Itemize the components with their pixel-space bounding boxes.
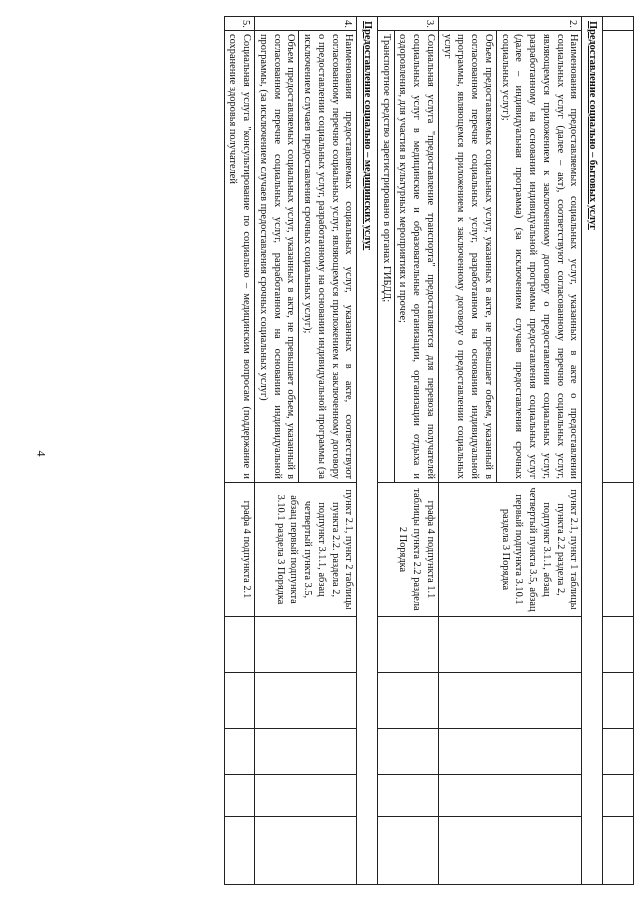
requirement-text: Наименования предоставляемых социальных услуг, указанных в акте, соответствуют согласованному перечню социальных услуг, являющемуся приложением к заключенному договору о предоставлении социальных услуг, разработанному на основании индивидуальной программы (за исключением случаев предоставления срочных социальных услуг); [299, 31, 357, 483]
requirement-text: Транспортное средство зарегистрировано в органах ГИБДД; [377, 31, 394, 483]
answer-cell [224, 617, 254, 673]
answer-cell [224, 729, 254, 775]
section-heading-medical: Предоставление социально – медицинских услуг [357, 17, 378, 885]
page-number: 4 [34, 450, 49, 457]
legal-reference: графа 4 подпункта 1.1 таблицы пункта 2.2 раздела 2 Порядка [377, 483, 438, 617]
requirement-text: Социальная услуга "консультирование по социально – медицинским вопросам (поддержание и сохранение здоровья получателей [224, 31, 254, 483]
header-cell [603, 31, 634, 483]
answer-cell [377, 729, 438, 775]
row-number: 3. [377, 17, 438, 31]
answer-cell [224, 673, 254, 729]
requirement-text: Объем предоставляемых социальных услуг, указанных в акте, не превышает объем, указанный в согласованном перечне социальных услуг, разработанном на основании индивидуальной программы, являющемся приложением к заключенному договору о предоставлении социальных услуг [438, 31, 496, 483]
header-cell [603, 729, 634, 775]
answer-cell [377, 817, 438, 885]
section-heading-domestic: Предоставление социально – бытовых услуг [582, 17, 603, 885]
answer-cell [377, 775, 438, 817]
answer-cell [224, 817, 254, 885]
legal-reference: пункт 2.1, пункт 1 таблицы пункта 2.2 раздела 2, подпункт 3.1.1, абзац четвертый пункта 3.5, абзац первый подпункта 3.10.1 раздела 3 Порядка [438, 483, 581, 617]
answer-cell [255, 673, 357, 729]
row-number: 2. [438, 17, 581, 31]
answer-cell [438, 775, 581, 817]
row-number: 4. [255, 17, 357, 31]
legal-reference [255, 483, 357, 617]
section-row [582, 17, 603, 885]
requirement-text: Объем предоставляемых социальных услуг, указанных в акте, не превышает объем, указанный в согласованном перечне социальных услуг, разработанном на основании индивидуальной программы, (за исключением случаев предоставления срочных социальных услуг) [255, 31, 299, 483]
header-cell [603, 817, 634, 885]
table-row [496, 17, 581, 885]
header-cell [603, 617, 634, 673]
answer-cell [377, 673, 438, 729]
table-row [224, 17, 254, 885]
header-cell [603, 483, 634, 617]
requirement-text: Наименования предоставляемых социальных услуг, указанных в акте о предоставлении социальных услуг (далее – акт), соответствуют согласованному перечню социальных услуг, являющемуся приложением к заключенному договору о предоставлении социальных услуг, разработанному на основании индивидуальной программы предоставления социальных услуг (далее – индивидуальная программа) (за исключением случаев предоставления срочных социальных услуг); [496, 31, 581, 483]
answer-cell [438, 617, 581, 673]
inspection-checklist-table [224, 16, 634, 885]
table-row [394, 17, 438, 885]
table-row [299, 17, 357, 885]
header-cell [603, 17, 634, 31]
answer-cell [377, 617, 438, 673]
answer-cell [224, 775, 254, 817]
requirement-text: Социальная услуга "предоставление транспорта" предоставляется для перевоза получателей социальных услуг в медицинские и образовательные организации, организации отдыха и оздоровления, для участия в культурных мероприятиях и прочее; [394, 31, 438, 483]
answer-cell [255, 617, 357, 673]
answer-cell [255, 775, 357, 817]
answer-cell [255, 817, 357, 885]
table-header-row [603, 17, 634, 885]
header-cell [603, 775, 634, 817]
row-number: 5. [224, 17, 254, 31]
header-cell [603, 673, 634, 729]
legal-reference-part: пункт 2.1, пункт 2 таблицы пункта 2.2. раздела 2, подпункт 3.1.1, абзац четвертый пункта 3.5, [302, 489, 355, 610]
answer-cell [438, 817, 581, 885]
answer-cell [255, 729, 357, 775]
legal-reference-part: абзац первый подпункта 3.10.1 раздела 3 Порядка [274, 494, 300, 605]
section-row [357, 17, 378, 885]
legal-reference: графа 4 подпункта 2.1 [224, 483, 254, 617]
answer-cell [438, 673, 581, 729]
answer-cell [438, 729, 581, 775]
rotated-page-content [114, 16, 634, 884]
